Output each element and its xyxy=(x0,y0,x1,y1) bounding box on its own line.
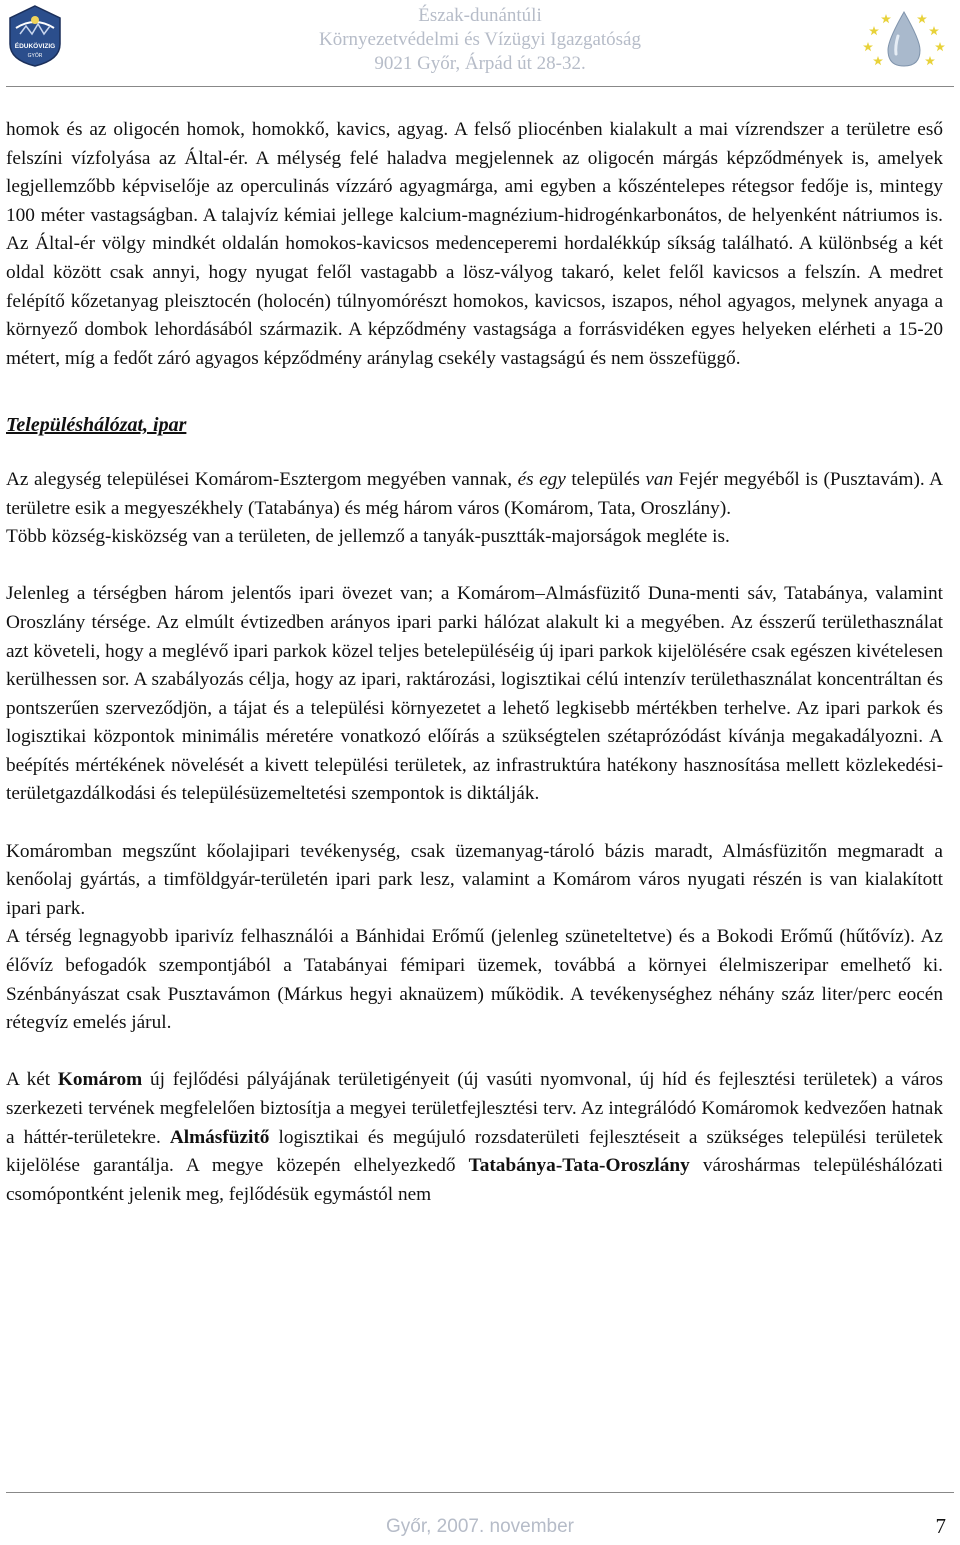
svg-text:ÉDUKÖVIZIG: ÉDUKÖVIZIG xyxy=(14,43,56,50)
page-number: 7 xyxy=(935,1514,946,1538)
text-run: logisztikai és megújuló rozsdaterületi fejlesztéseit a szükséges települési területek kijelölése garantálja. A megye közepén elhelyezkedő xyxy=(6,1126,943,1177)
eu-water-drop-logo xyxy=(858,6,950,72)
bold-text: Komárom xyxy=(57,1069,143,1091)
paragraph-komarom-industry: Komáromban megszűnt kőolajipari tevékenység, csak üzemanyag-tároló bázis maradt, Almásfüzitőn megmaradt a kenőolaj gyártás, a timföldgyár-területén ipari park lesz, valamint a Komárom város nyugati részén is van kialakított ipari park. xyxy=(6,840,943,919)
bold-text: Tatabánya-Tata-Oroszlány xyxy=(468,1155,690,1177)
paragraph-development xyxy=(6,1066,943,1209)
footer-place-date: Győr, 2007. november xyxy=(386,1516,574,1537)
text-run: Fejér megyéből is (Pusztavám). A területre esik a megyeszékhely (Tatabánya) és még három város (Komárom, Tata, Oroszlány). xyxy=(6,468,944,519)
text-run: városhármas településhálózati csomópontként jelenik meg, fejlődésük egymástól nem xyxy=(6,1155,943,1205)
text-run: A két xyxy=(6,1069,58,1091)
svg-text:GYŐR: GYŐR xyxy=(27,53,43,59)
bold-text: Almásfüzitő xyxy=(169,1126,270,1148)
section-heading: Településhálózat, ipar xyxy=(6,414,187,437)
footer-divider xyxy=(6,1492,954,1493)
paragraph-industrial-zones: Jelenleg a térségben három jelentős ipari övezet van; a Komárom–Almásfüzitő Duna-menti sáv, Tatabánya, valamint Oroszlány térsége. Az elmúlt évtizedben arányos ipari parki hálózat alakult ki a megyében. Az ésszerű területhasználat azt követeli, hogy a meglévő ipari parkok közel teljes betelepüléséig új ipari parkok kijelölésére csak egészen kivételesen kerülhessen sor. A szabályozás célja, hogy az ipari, raktározási, logisztikai célú intenzív területhasználat koncentráltan és pontszerűen szerveződjön, a tájat és a települési környezetet a lehető legkisebb mértékben terhelve. Az ipari parkok és logisztikai központok minimális méretére vonatkozó előírás a szükségtelen szétaprózódást kívánja megakadályozni. A beépítés mértékének növelését a kivett települési területek, az infrastruktúra hatékony hasznosítása mellett közlekedési-területgazdálkodási és településüzemeltetési szempontok is diktálják. xyxy=(6,583,943,805)
organization-name xyxy=(0,4,960,76)
italic-text: van xyxy=(645,468,674,490)
org-line-1: Észak-dunántúli xyxy=(418,5,542,26)
org-line-2: Környezetvédelmi és Vízügyi Igazgatóság xyxy=(318,29,641,50)
italic-text: és egy xyxy=(517,468,566,490)
org-line-3: 9021 Győr, Árpád út 28-32. xyxy=(374,53,586,74)
text-run: Az alegység települései Komárom-Esztergom megyében vannak, xyxy=(6,468,518,490)
paragraph-villages: Több község-kisközség van a területen, de jellemző a tanyák-pusztták-majorságok megléte is. xyxy=(6,526,730,548)
text-run: település xyxy=(565,468,646,490)
paragraph-geology: homok és az oligocén homok, homokkő, kavics, agyag. A felső pliocénben kialakult a mai vízrendszer a területre eső felszíni vízfolyása az Által-ér. A mélység felé haladva megjelennek az oligocén márgás képződmények is, amelyek legjellemzőbb képviselője az operculinás vízzáró agyagmárga, ami egyben a kőszéntelepes rétegsor fedője is, mintegy 100 méter vastagságban. A talajvíz kémiai jellege kalcium-magnézium-hidrogénkarbonátos, de helyenként nátriumos is. Az Által-ér völgy mindkét oldalán homokos-kavicsos medenceperemi hordalékkúp síkság található. A különbség a két oldal között csak annyi, hogy nyugat felől vastagabb a lösz-vályog takaró, kelet felől kavicsos a felszín. A medret felépítő kőzetanyag pleisztocén (holocén) túlnyomórészt homokos, kavicsos, iszapos, néhol agyagos, melynek anyaga a környező dombok lehordásából származik. A képződmény vastagsága a forrásvidéken egyes helyeken elérheti a 15-20 métert, míg a fedőt záró agyagos képződmény aránylag csekély vastagságú és nem összefüggő. xyxy=(6,119,943,369)
document-body xyxy=(6,116,943,1209)
paragraph-settlements xyxy=(6,466,943,523)
header-divider xyxy=(6,86,954,87)
page-header xyxy=(0,0,960,92)
paragraph-water-users: A térség legnagyobb iparivíz felhasználói a Bánhidai Erőmű (jelenleg szüneteltetve) és a Bokodi Erőmű (hűtővíz). Az élővíz befogadók szempontjából a Tatabányai fémipari üzemek, továbbá a környei élelmiszeripar emelhető ki. Szénbányászat csak Pusztavámon (Márkus hegyi aknaüzem) működik. A tevékenységhez néhány száz liter/perc eocén rétegvíz emelés járul. xyxy=(6,926,943,1034)
text-run: új fejlődési pályájának területigényeit (új vasúti nyomvonal, új híd és fejlesztési területek) a város szerkezeti tervének megfelelően biztosítja a megyei területfejlesztési terv. Az integrálódó Komáromok kedvezően hatnak a háttér-területekre. xyxy=(6,1069,943,1148)
